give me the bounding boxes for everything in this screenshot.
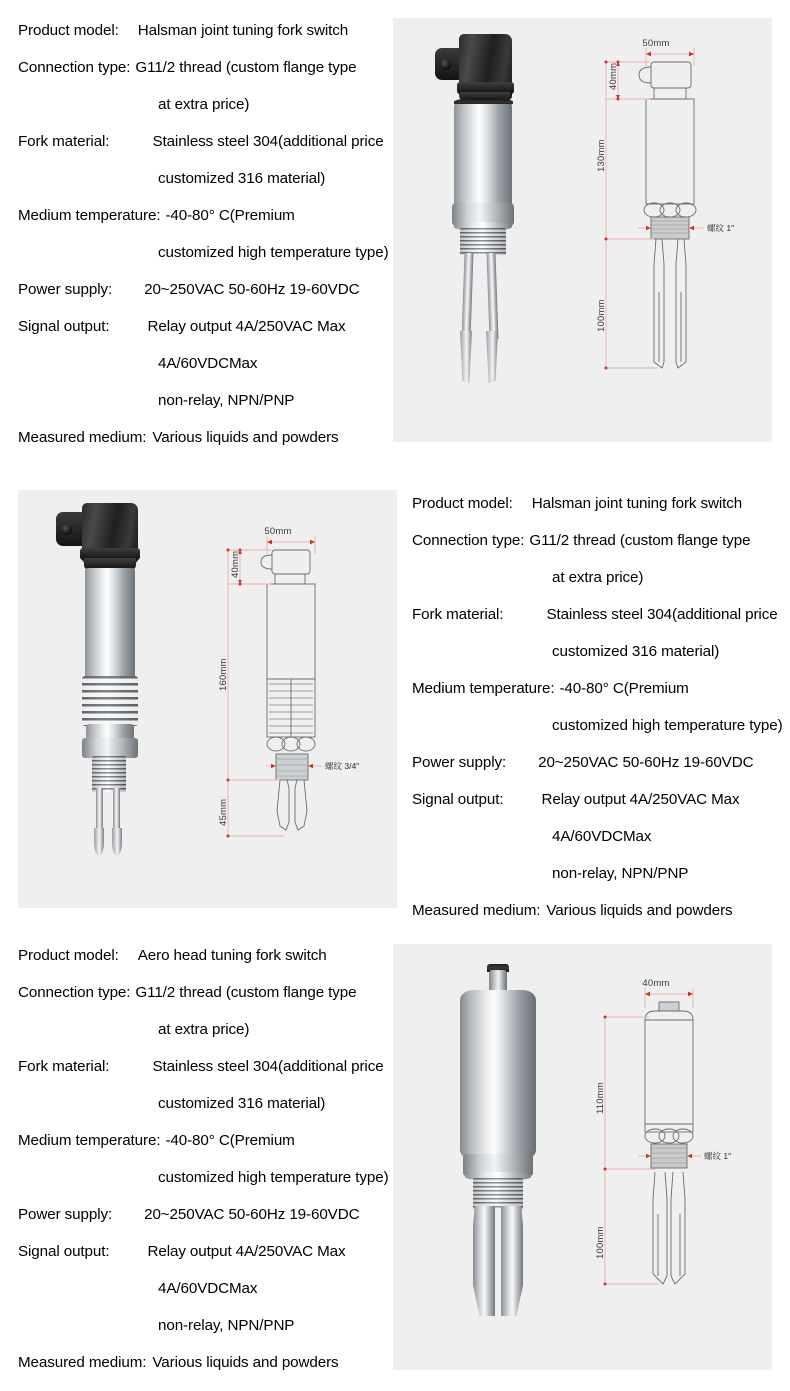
cooling-fins xyxy=(82,676,138,726)
spec-row xyxy=(412,754,782,791)
product-block-2 xyxy=(0,470,790,930)
process-thread xyxy=(473,1178,523,1210)
spec-value: Relay output 4A/250VAC Max xyxy=(541,791,740,808)
spec-label: Fork material: xyxy=(412,606,504,623)
spec-value: Aero head tuning fork switch xyxy=(137,947,327,964)
spec-label: Power supply: xyxy=(18,1206,113,1223)
spec-value: -40-80° C(Premium xyxy=(165,1132,295,1149)
spec-row xyxy=(18,133,388,170)
spec-list-2 xyxy=(412,495,782,939)
fork-tine-right xyxy=(486,253,498,339)
dimension-label: 40mm xyxy=(642,978,670,989)
dimension-label: 40mm xyxy=(608,62,619,90)
spec-label: Signal output: xyxy=(18,1243,110,1260)
spec-value: Stainless steel 304(additional price xyxy=(152,133,384,150)
product-image-panel-3 xyxy=(393,944,772,1370)
high-temperature-tuning-fork-switch-photo xyxy=(40,498,200,898)
spec-continuation: customized 316 material) xyxy=(158,1095,326,1112)
fork-blade-left xyxy=(473,1206,495,1316)
dimension-label: 110mm xyxy=(595,1082,606,1114)
spec-label: Medium temperature: xyxy=(412,680,555,697)
aero-head-tuning-fork-switch-photo xyxy=(425,954,575,1364)
spec-row xyxy=(18,1354,388,1391)
spec-list-3 xyxy=(18,947,388,1391)
spec-value: Various liquids and powders xyxy=(152,1354,339,1371)
halsman-joint-tuning-fork-switch-photo xyxy=(418,26,568,436)
fork-tip-left xyxy=(460,331,472,383)
fork-tine-left xyxy=(461,253,473,339)
spec-continuation: customized high temperature type) xyxy=(552,717,783,734)
fork-tip-right xyxy=(112,828,122,856)
spec-row xyxy=(18,1058,388,1095)
spec-value: Relay output 4A/250VAC Max xyxy=(147,318,346,335)
spec-row xyxy=(18,1206,388,1243)
spec-row xyxy=(412,495,782,532)
spec-continuation: customized high temperature type) xyxy=(158,244,389,261)
spec-row xyxy=(18,984,388,1021)
spec-value: 20~250VAC 50-60Hz 19-60VDC xyxy=(144,281,360,298)
fork-tip-left xyxy=(94,828,104,856)
fork-blade-right xyxy=(501,1206,523,1316)
spec-row xyxy=(18,207,388,244)
fork-gap xyxy=(496,1208,500,1314)
spec-value: 20~250VAC 50-60Hz 19-60VDC xyxy=(538,754,754,771)
spec-value: Stainless steel 304(additional price xyxy=(152,1058,384,1075)
aero-head-housing xyxy=(460,990,536,1160)
spec-label: Connection type: xyxy=(412,532,525,549)
spec-label: Product model: xyxy=(18,947,119,964)
spec-label: Product model: xyxy=(18,22,119,39)
dimension-label: 45mm xyxy=(218,798,229,826)
spec-label: Product model: xyxy=(412,495,513,512)
spec-continuation: 4A/60VDCMax xyxy=(158,355,258,372)
product-block-1 xyxy=(0,0,790,460)
spec-label: Measured medium: xyxy=(18,429,147,446)
spec-continuation: 4A/60VDCMax xyxy=(158,1280,258,1297)
spec-continuation: at extra price) xyxy=(158,1021,250,1038)
fork-tip-right xyxy=(486,331,498,383)
spec-value: G11/2 thread (custom flange type xyxy=(135,59,357,76)
product-block-3 xyxy=(0,925,790,1390)
spec-row xyxy=(18,429,388,466)
spec-label: Connection type: xyxy=(18,59,131,76)
hex-nut xyxy=(82,738,138,758)
spec-label: Fork material: xyxy=(18,1058,110,1075)
spec-row xyxy=(18,281,388,318)
spec-row xyxy=(18,947,388,984)
spec-row xyxy=(412,791,782,828)
spec-row xyxy=(412,532,782,569)
dimension-label: 160mm xyxy=(218,658,229,691)
spec-continuation: non-relay, NPN/PNP xyxy=(158,1317,295,1334)
spec-label: Medium temperature: xyxy=(18,207,161,224)
spec-continuation: non-relay, NPN/PNP xyxy=(158,392,295,409)
spec-continuation: 4A/60VDCMax xyxy=(552,828,652,845)
spec-continuation: customized high temperature type) xyxy=(158,1169,389,1186)
dimension-label: 40mm xyxy=(230,550,241,578)
sensor-housing xyxy=(85,568,135,678)
spec-label: Signal output: xyxy=(412,791,504,808)
dimension-label: 100mm xyxy=(596,299,607,332)
spec-value: Halsman joint tuning fork switch xyxy=(137,22,349,39)
spec-row xyxy=(18,318,388,355)
product-image-panel-2 xyxy=(18,490,397,908)
spec-continuation: customized 316 material) xyxy=(552,643,720,660)
spec-value: -40-80° C(Premium xyxy=(559,680,689,697)
spec-row xyxy=(412,606,782,643)
spec-value: G11/2 thread (custom flange type xyxy=(135,984,357,1001)
sensor-housing xyxy=(454,104,512,209)
spec-row xyxy=(18,22,388,59)
thread-note: 螺纹 1″ xyxy=(707,223,735,233)
dimension-label: 50mm xyxy=(264,526,292,537)
spec-continuation: customized 316 material) xyxy=(158,170,326,187)
process-thread xyxy=(460,228,506,255)
spec-value: Stainless steel 304(additional price xyxy=(546,606,778,623)
aero-head-dimension-drawing xyxy=(593,978,768,1344)
spec-row xyxy=(412,680,782,717)
spec-label: Measured medium: xyxy=(412,902,541,919)
spec-value: 20~250VAC 50-60Hz 19-60VDC xyxy=(144,1206,360,1223)
spec-continuation: non-relay, NPN/PNP xyxy=(552,865,689,882)
spec-value: Relay output 4A/250VAC Max xyxy=(147,1243,346,1260)
spec-label: Measured medium: xyxy=(18,1354,147,1371)
spec-value: Various liquids and powders xyxy=(546,902,733,919)
high-temperature-dimension-drawing xyxy=(210,526,390,896)
spec-continuation: at extra price) xyxy=(552,569,644,586)
spec-label: Medium temperature: xyxy=(18,1132,161,1149)
dimension-label: 50mm xyxy=(642,38,670,49)
spec-label: Signal output: xyxy=(18,318,110,335)
product-image-panel-1 xyxy=(393,18,772,442)
halsman-joint-dimension-drawing xyxy=(588,32,768,428)
spec-label: Power supply: xyxy=(412,754,507,771)
thread-note: 螺纹 3/4″ xyxy=(325,761,360,771)
process-thread xyxy=(92,756,126,792)
dimension-label: 130mm xyxy=(596,139,607,172)
spec-list-1 xyxy=(18,22,388,466)
spec-continuation: at extra price) xyxy=(158,96,250,113)
spec-row xyxy=(18,1132,388,1169)
spec-value: Halsman joint tuning fork switch xyxy=(531,495,743,512)
spec-value: -40-80° C(Premium xyxy=(165,207,295,224)
spec-row xyxy=(18,1243,388,1280)
spec-row xyxy=(18,59,388,96)
spec-value: G11/2 thread (custom flange type xyxy=(529,532,751,549)
spec-label: Connection type: xyxy=(18,984,131,1001)
dimension-label: 100mm xyxy=(595,1226,606,1259)
spec-label: Fork material: xyxy=(18,133,110,150)
spec-value: Various liquids and powders xyxy=(152,429,339,446)
spec-label: Power supply: xyxy=(18,281,113,298)
thread-note: 螺纹 1″ xyxy=(704,1151,732,1161)
